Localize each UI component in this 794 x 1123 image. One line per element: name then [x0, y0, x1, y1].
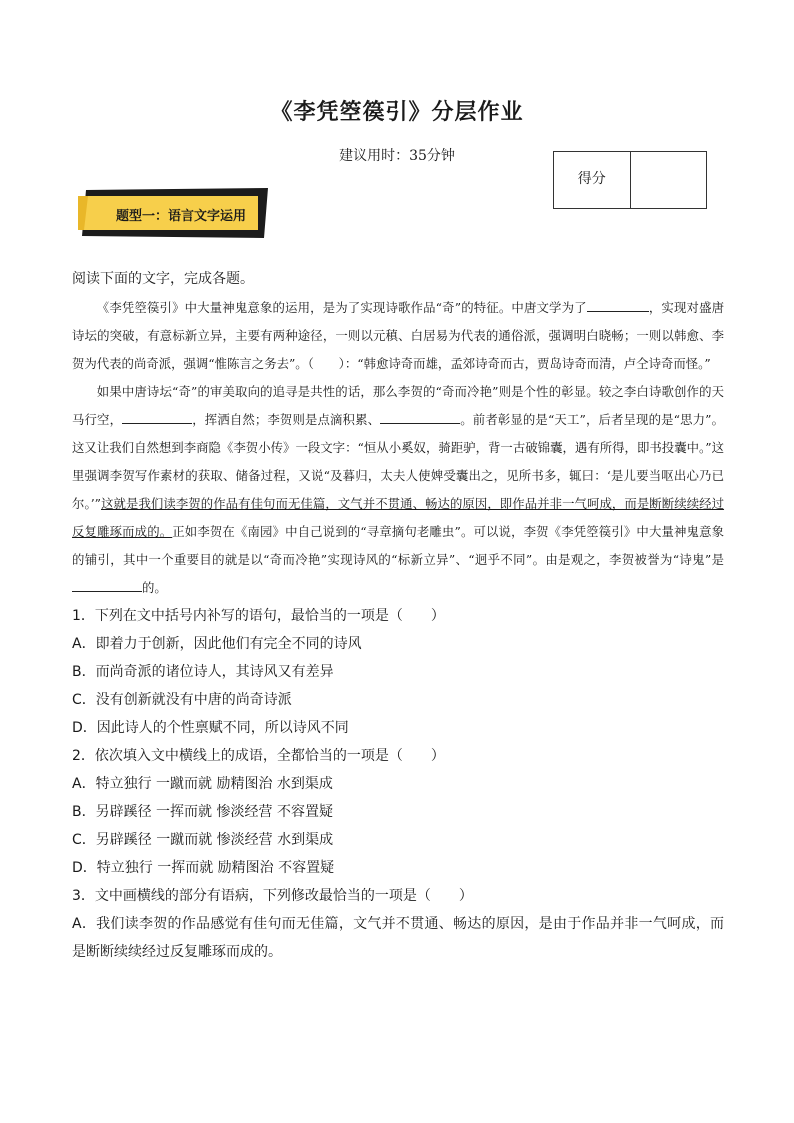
section-banner-label: 题型一：语言文字运用 — [116, 209, 247, 224]
option-a[interactable]: A．即着力于创新，因此他们有完全不同的诗风 — [72, 636, 362, 652]
option-b[interactable]: B．而尚奇派的诸位诗人，其诗风又有差异 — [72, 664, 334, 680]
passage-paragraph-1: 《李凭箜篌引》中大量神鬼意象的运用，是为了实现诗歌作品“奇”的特征。中唐文学为了 ，实现对盛唐诗坛的突破，有意标新立异，主要有两种途径，一则以元稹、白居易为代表的通俗派，强调明白晓畅；一则以韩愈、李贺为代表的尚奇派，强调“惟陈言之务去”。（ ）：“韩愈诗奇而雄，孟郊诗奇而古，贾岛诗奇而清，卢仝诗奇而怪。” — [72, 300, 725, 371]
question-2 — [72, 742, 724, 882]
option-b[interactable]: B．另辟蹊径 一挥而就 惨淡经营 不容置疑 — [72, 804, 333, 820]
option-c[interactable]: C．另辟蹊径 一蹴而就 惨淡经营 水到渠成 — [72, 832, 334, 848]
score-box — [553, 151, 707, 209]
question-stem: 3．文中画横线的部分有语病，下列修改最恰当的一项是（ ） — [72, 888, 473, 904]
suggested-time: 建议用时：35分钟 — [339, 148, 455, 164]
underlined-sentence: 这就是我们读李贺的作品有佳句而无佳篇，文气并不贯通、畅达的原因，即作品并非一气呵成，而是断断续续经过反复雕琢而成的。 — [72, 496, 725, 539]
blank-3 — [380, 423, 460, 424]
question-1 — [72, 602, 724, 742]
option-c[interactable]: C．没有创新就没有中唐的尚奇诗派 — [72, 692, 292, 708]
reading-passage — [72, 294, 724, 602]
blank-4 — [72, 591, 142, 592]
question-stem: 2．依次填入文中横线上的成语，全都恰当的一项是（ ） — [72, 748, 445, 764]
blank-2 — [122, 423, 192, 424]
option-a[interactable]: A．特立独行 一蹴而就 励精图治 水到渠成 — [72, 776, 333, 792]
intro-text: 阅读下面的文字，完成各题。 — [72, 271, 254, 287]
score-label: 得分 — [554, 152, 631, 208]
question-3 — [72, 882, 724, 966]
section-banner — [78, 186, 270, 238]
question-stem: 1．下列在文中括号内补写的语句，最恰当的一项是（ ） — [72, 608, 445, 624]
main-content — [72, 268, 724, 966]
option-d[interactable]: D．特立独行 一挥而就 励精图治 不容置疑 — [72, 860, 335, 876]
option-d[interactable]: D．因此诗人的个性禀赋不同，所以诗风不同 — [72, 720, 349, 736]
score-value-field[interactable] — [631, 152, 707, 208]
blank-1 — [587, 311, 649, 312]
option-a[interactable]: A．我们读李贺的作品感觉有佳句而无佳篇，文气并不贯通、畅达的原因，是由于作品并非一气呵成，而是断断续续经过反复雕琢而成的。 — [72, 916, 724, 960]
passage-paragraph-2: 如果中唐诗坛“奇”的审美取向的追寻是共性的话，那么李贺的“奇而冷艳”则是个性的彰显。较之李白诗歌创作的天马行空， ，挥洒自然；李贺则是点滴积累、 。前者彰显的是“天工”，后者呈现的是“思力”。这又让我们自然想到李商隐《李贺小传》一段文字：“恒从小奚奴，骑距驴，背一古破锦囊，遇有所得，即书投囊中。”这里强调李贺写作素材的获取、储备过程，又说“及暮归，太夫人使婢受囊出之，见所书多，辄曰：‘是儿要当呕出心乃已尔。’”这就是我们读李贺的作品有佳句而无佳篇，文气并不贯通、畅达的原因，即作品并非一气呵成，而是断断续续经过反复雕琢而成的。正如李贺在《南园》中自己说到的“寻章摘句老雕虫”。可以说，李贺《李凭箜篌引》中大量神鬼意象的铺引，其中一个重要目的就是以“奇而冷艳”实现诗风的“标新立异”、“迥乎不同”。由是观之，李贺被誉为“诗鬼”是的。 — [72, 384, 725, 595]
page-title: 《李凭箜篌引》分层作业 — [270, 100, 524, 125]
